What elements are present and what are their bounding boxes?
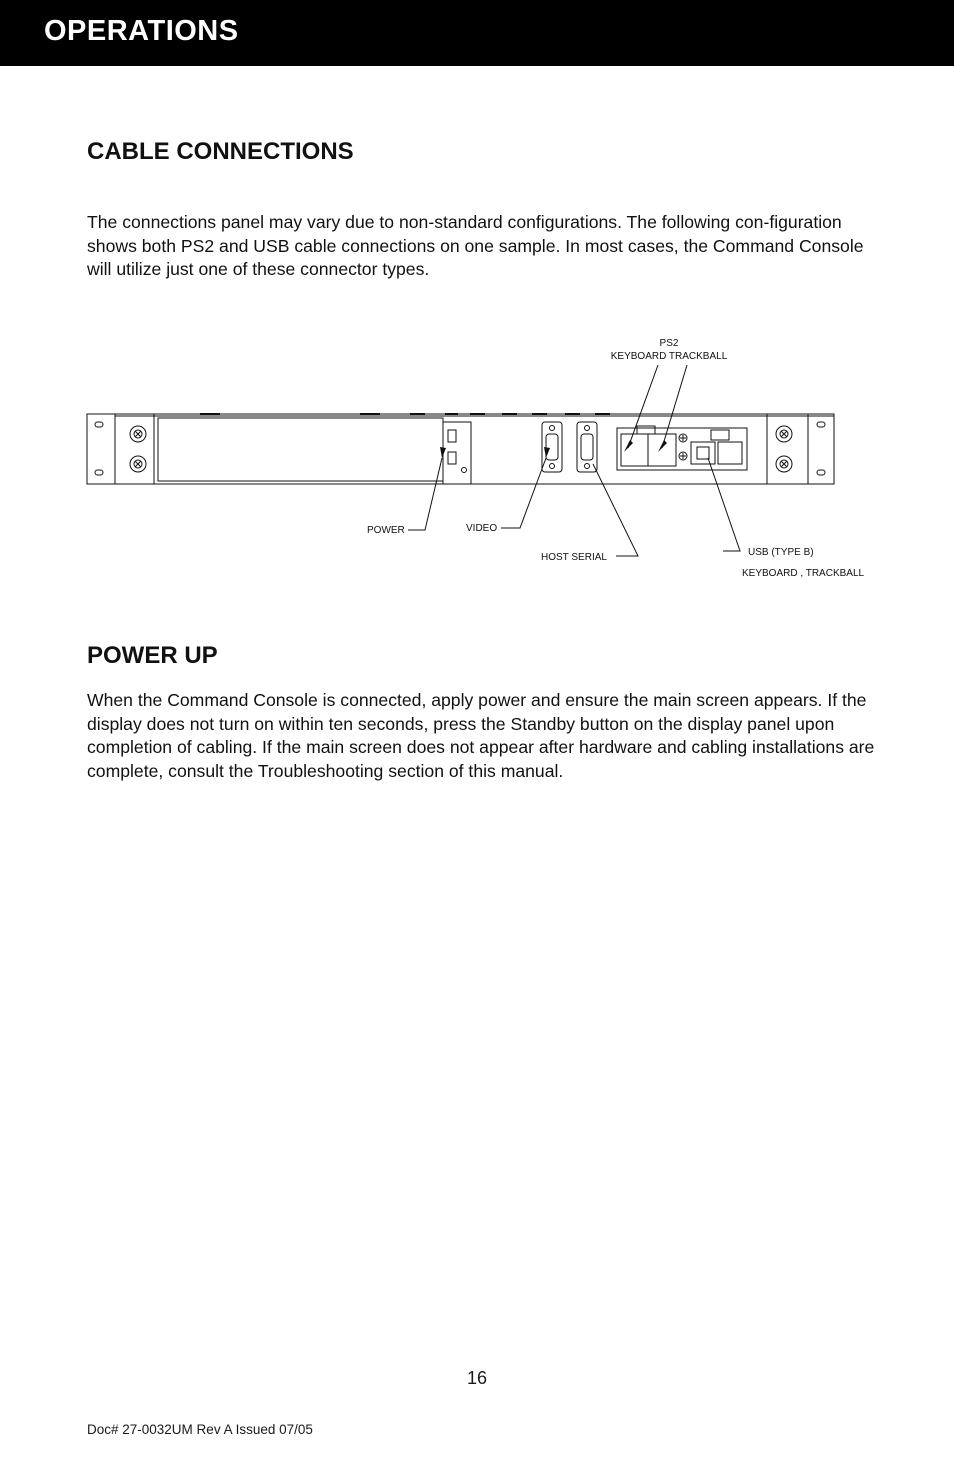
power-inlet: [443, 422, 471, 484]
left-rack-ear: [87, 414, 115, 484]
connections-panel-diagram: [80, 330, 900, 590]
right-ear-slot-bottom: [817, 470, 825, 475]
usb-port-housing: [691, 442, 715, 464]
left-ear-slot-bottom: [95, 470, 103, 475]
video-leader: [501, 458, 546, 528]
ps2-latch: [637, 426, 655, 434]
page-number: 16: [466, 1368, 488, 1388]
usb-leader: [708, 458, 740, 551]
right-ear-slot-top: [817, 422, 825, 427]
host-serial-leader: [593, 464, 638, 556]
power-up-title: POWER UP: [87, 642, 218, 669]
host-serial-db-port: [581, 434, 593, 460]
header-bar: [0, 0, 954, 66]
video-connector-plate: [542, 422, 562, 472]
ps2-label: PS2: [659, 338, 679, 349]
document-id: Doc# 27-0032UM Rev A Issued 07/05: [87, 1422, 313, 1437]
host-serial-connector-plate: [577, 422, 597, 472]
right-rack-ear: [808, 414, 834, 484]
usb-type-b-port: [697, 447, 709, 459]
ps2-sub-label: KEYBOARD TRACKBALL: [610, 351, 728, 362]
usb-latch: [711, 430, 729, 440]
cable-connections-title: CABLE CONNECTIONS: [87, 138, 354, 165]
cable-connections-body: The connections panel may vary due to non-standard configurations. The following con-figuration shows both PS2 and USB cable connections on one sample. In most cases, the Command Console will utilize just one of these connector types.: [87, 212, 864, 279]
host-serial-label: HOST SERIAL: [541, 552, 607, 563]
blank-panel: [158, 418, 443, 481]
usb-sub-label: KEYBOARD , TRACKBALL: [742, 568, 865, 579]
usb-label: USB (TYPE B): [748, 547, 814, 558]
power-up-body: When the Command Console is connected, apply power and ensure the main screen appears. If the display does not turn on within ten seconds, press the Standby button on the display panel upon completion of cabling. If the main screen does not appear after hardware and cabling installations are complete, consult the Troubleshooting section of this manual.: [87, 690, 875, 781]
page-header-title: OPERATIONS: [44, 15, 239, 47]
video-db-port: [546, 434, 558, 460]
power-label: POWER: [367, 525, 405, 536]
video-label: VIDEO: [466, 523, 498, 534]
ps2-keyboard-leader: [628, 365, 658, 448]
chassis-front: [115, 414, 834, 484]
power-leader: [408, 458, 442, 530]
left-ear-slot-top: [95, 422, 103, 427]
